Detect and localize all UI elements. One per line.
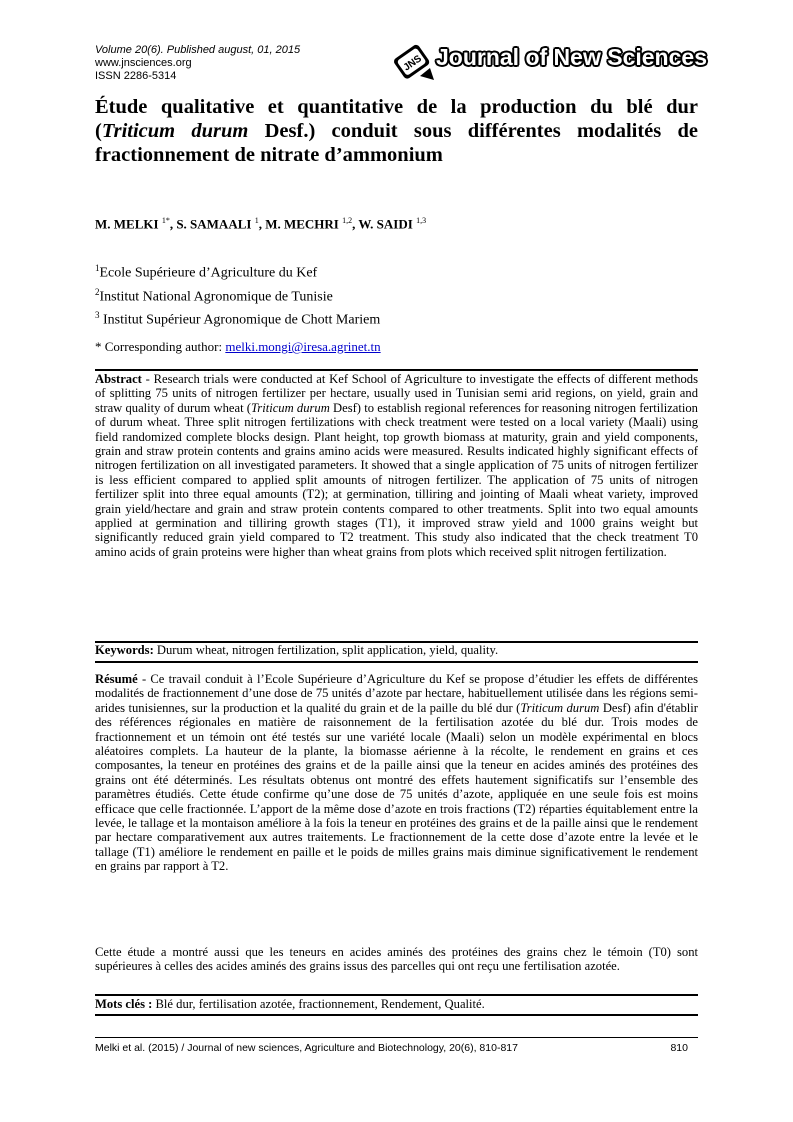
journal-website[interactable]: www.jnsciences.org [95,57,192,69]
author-list: M. MELKI $^{1*}$, S. SAMAALI $^1$, M. MECHRI $^{1,2}$, W. SAIDI $^{1,3}$ [95,216,427,232]
page-footer [95,1042,698,1054]
author: W. SAIDI [358,216,413,232]
corresponding-email-link[interactable]: melki.mongi@iresa.agrinet.tn [225,339,381,354]
abstract: Abstract - Research trials were conducted at Kef School of Agriculture to investigate the effects of different methods of splitting 75 units of nitrogen fertilizer per hectare, usually used in Tunisian semi arid regions, on yield, grain and straw quality of durum wheat (Triticum durum Desf) to establish regional references for reasoning nitrogen fertilization of durum wheat. Three split nitrogen fertilizations with check treatment were tested on a local variety (Maali) using field randomized complete blocks design. Plant height, top growth biomass at maturity, grain and yield components, grain and straw protein contents and grains amino acids were measured. Results indicated highly significant effects of nitrogen fertilization on all investigated parameters. It showed that a single application of 75 units of nitrogen fertilizer is less efficient compared to applied split amounts of nitrogen fertilizer. The application of 75 units of nitrogen fertilizer split into three equal amounts (T2); at germination, tilliring and jointing of Maali wheat variety, improved grain yield/hectare and grain and straw protein contents compared to other treatments. Split into two equal amounts applied at germination and tilliring growth stages (T1), it improved straw yield and 1000 grains weight but significantly reduced grain yield compared to T2 treatment. This study also indicated that the check treatment T0 amino acids of grain proteins were higher than wheat grains from plots which received split nitrogen fertilization. [95,372,698,559]
journal-meta [95,44,300,83]
mots-cles-label: Mots clés : [95,997,153,1011]
divider [95,1014,698,1016]
resume-label: Résumé [95,672,138,686]
paper-title: Étude qualitative et quantitative de la production du blé dur (Triticum durum Desf.) conduit sous différentes modalités de fractionnement de nitrate d’ammonium [95,96,699,166]
mots-cles: Mots clés : Blé dur, fertilisation azotée, fractionnement, Rendement, Qualité. [95,997,485,1011]
corresponding-author: * Corresponding author: melki.mongi@iresa.agrinet.tn [95,339,381,354]
resume: Résumé - Ce travail conduit à l’Ecole Supérieure d’Agriculture du Kef se propose d’étudier les effets de différentes modalités de fractionnement d’une dose de 75 unités d’azote par hectare, habituellement utilisée dans les régions semi-arides tunisiennes, sur la production et la qualité du grain et de la paille du blé dur (Triticum durum Desf) afin d'établir des références régionales en matière de raisonnement de la fertilisation azotée du blé dur. Trois modes de fractionnement et un témoin ont été testés sur une variété locale (Maali) selon un modèle expérimental en blocs aléatoires complets. La hauteur de la plante, la biomasse aérienne à la récolte, le rendement en grains et ces composantes, la teneur en protéines des grains et de la paille ainsi que la teneur en acides aminés des protéines des grains ont été déterminés. Les résultats obtenus ont montré des effets hautement significatifs sur l’ensemble des paramètres étudiés. Cette étude confirme qu’une dose de 75 unités d’azote, appliquée en une seule fois est moins efficace que celle fractionnée. L’apport de la même dose d’azote en trois fractions (T2) réparties équitablement entre la levée, le tallage et la montaison améliore à la fois la teneur en protéines des grains et de la paille ainsi que le rendement par hectare comparativement aux autres traitements. Le fractionnement de la cette dose d’azote entre la levée et le tallage (T1) améliore le rendement en paille et le poids de milles grains mais diminue significativement le rendement en grains par rapport à T2. [95,672,699,874]
footer-citation: Melki et al. (2015) / Journal of new sciences, Agriculture and Biotechnology, 20(6), 810-817 [95,1042,518,1054]
divider [95,369,698,371]
species-name: Triticum durum [101,120,249,142]
abstract-label: Abstract [95,372,142,386]
issn: ISSN 2286-5314 [95,70,177,82]
resume-conclusion: Cette étude a montré aussi que les teneurs en acides aminés des protéines des grains chez le témoin (T0) sont supérieures à celles des acides aminés des grains issus des parcelles qui ont reçu une fertilisation azotée. [95,945,698,974]
keywords-label: Keywords: [95,643,154,657]
divider [95,661,698,663]
journal-name: Journal of New Sciences [436,44,707,70]
jns-badge-icon [390,40,436,84]
divider [95,994,698,996]
footer-rule [95,1037,698,1038]
author: M. MECHRI [265,216,339,232]
keywords: Keywords: Durum wheat, nitrogen fertilization, split application, yield, quality. [95,643,499,657]
affiliations [95,259,380,330]
journal-logo [390,40,720,84]
affiliation: $^1$Ecole Supérieure d’Agriculture du Kef [95,263,318,281]
author: S. SAMAALI [176,216,252,232]
volume-info: Volume 20(6). Published august, 01, 2015 [95,44,301,56]
badge-text: JNS [401,53,424,74]
affiliation: $^2$Institut National Agronomique de Tunisie [95,286,333,305]
author: M. MELKI [95,216,159,232]
affiliation: $^3$ Institut Supérieur Agronomique de Chott Mariem [95,310,381,328]
page-number: 810 [670,1042,688,1054]
